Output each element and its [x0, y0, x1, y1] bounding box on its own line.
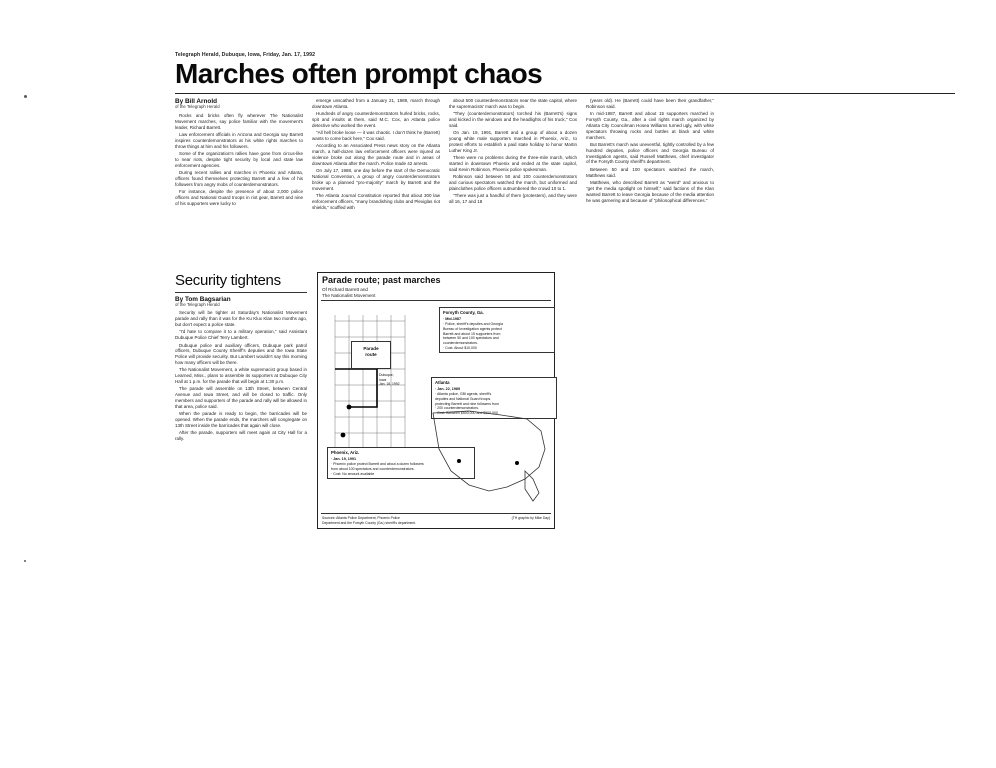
callout-title: Phoenix, Ariz. [331, 450, 360, 456]
secondary-article [175, 272, 307, 444]
paragraph: Security will be tighter at Saturday's Nationalist Movement parade and rally than it was for the Ku Klux Klan two months ago, but don't expect a police state. [175, 310, 307, 327]
paragraph: about 500 counterdemonstrators near the state capitol, where the supremacists' march was to begin. [449, 98, 577, 109]
callout-line: protecting Barrett and nine followers from [435, 401, 500, 406]
us-map-outline [429, 405, 553, 509]
callout-line: · Police, sheriff's deputies and Georgia [443, 322, 503, 327]
publication-slug: Telegraph Herald, Dubuque, Iowa, Friday, Jan. 17, 1992 [175, 52, 316, 58]
callout-date: · Jan. 22, 1989 [435, 387, 461, 392]
article-lower [175, 272, 955, 529]
article-columns [175, 98, 955, 212]
paragraph: Hundreds of angry counterdemonstrators hurled bricks, rocks, spit and insults at them, said M.C. Cox, an Atlanta police detective who worked the event. [312, 111, 440, 128]
byline-credit: of the Telegraph Herald [175, 104, 220, 110]
paragraph: During recent rallies and marches in Phoenix and Atlanta, officers found themselves protecting Barrett and a few of his followers from angry mobs of counterdemonstrators. [175, 170, 303, 188]
secondary-body [175, 310, 307, 442]
paragraph: According to an Associated Press news story on the Atlanta march, a half-dozen law enforcement officers were injured as violence broke out along the parade route and in areas of downtown Atlanta after the march. Police made 42 arrests. [312, 143, 440, 166]
callout-date: · Jan. 19, 1991 [331, 457, 357, 462]
paragraph: Rocks and bricks often fly wherever The Nationalist Movement marches, say police familiar with the movement's leader, Richard Barrett. [175, 113, 303, 130]
byline-block [175, 98, 303, 110]
paragraph: But Barrett's march was uneventful, tightly controlled by a few hundred deputies, police officers and Georgia Bureau of Investigation agents, said Russell Matthews, chief investigator of the Forsyth County sheriff's department. [586, 141, 714, 165]
scan-artifact-dot [24, 95, 27, 98]
parade-route-label: Parade route [351, 341, 391, 369]
secondary-rule [175, 292, 307, 293]
callout-line: deputies and National Guard troops [435, 396, 491, 401]
paragraph: Law enforcement officials in Arizona and Georgia say Barrett inspires counterdemonstrators at his white rights marches to throw things at him and his followers. [175, 132, 303, 150]
callout-line: Bureau of Investigation agents protect [443, 326, 502, 331]
paragraph: The Atlanta Journal Constitution reported that about 300 law enforcement officers, "many brandishing clubs and Plexiglas riot shields," scuffled with [312, 193, 440, 210]
infographic-source: Sources: Atlanta Police Department, Phoenix Police Department and the Forsyth County (Ga.) sheriff's department. [322, 516, 417, 525]
scan-artifact-dot [24, 560, 26, 562]
paragraph: "All hell broke loose — it was chaotic. I don't think he (Barrett) wants to come back here," Cox said. [312, 130, 440, 142]
paragraph: Some of the organization's rallies have gone from circus-like to near riots, despite tight security by local and state law enforcement agencies. [175, 151, 303, 169]
callout-line: · Cost: About $10,000 [443, 345, 477, 350]
paragraph: Matthews, who described Barrett as "weird" and anxious to "get the media spotlight on himself," said factions of the Klan wanted Barrett to leave Georgia because of the media attention he was garnering and because of "philosophical differences." [586, 179, 714, 203]
callout-title: Atlanta [435, 380, 450, 386]
callout-line: · Atlanta police, GBI agents, sheriff's [435, 392, 492, 397]
page-title: Marches often prompt chaos [175, 58, 543, 89]
paragraph: When the parade is ready to begin, the barricades will be opened. When the parade ends, the marchers will congregate on 13th Street inside the barricades that again will close. [175, 411, 307, 428]
callout-line: between 50 and 100 spectators and [443, 336, 499, 341]
article-column-3 [449, 98, 577, 206]
callout-forsyth [439, 307, 555, 353]
callout-line: counterdemonstrators. [443, 341, 479, 346]
paragraph: "They (counterdemonstrators) torched his (Barrett's) signs and kicked in the windows and the headlights of his truck," Cox said. [449, 111, 577, 128]
paragraph: (years old). He (Barrett) could have been their grandfather," Robinson said. [586, 98, 714, 109]
headline-rule [175, 93, 955, 94]
infographic-footer [321, 513, 551, 528]
infographic-credit: (TH graphic by Mike Day) [511, 516, 550, 521]
callout-line: · 200 counterdemonstrators. [435, 406, 479, 411]
map-city-label: Dubuque, Iowa Jan. 18, 1992 [379, 373, 400, 387]
paragraph: The parade will assemble on 13th Street, between Central Avenue and Iowa Street, and will be closed to traffic. Only members and supporters of the parade and rally will be allowed in that area, police said. [175, 386, 307, 409]
secondary-title: Security tightens [175, 272, 281, 289]
paragraph: "There was just a handful of them (protesters), and they were all 16, 17 and 18 [449, 193, 577, 204]
byline: By Bill Arnold [175, 98, 218, 105]
callout-line: from about 100 spectators and counterdemonstrators. [331, 466, 415, 471]
article-column-1 [175, 98, 303, 208]
infographic-subtitle: Of Richard Barrett and The Nationalist Movement [322, 286, 376, 298]
paragraph: Between 50 and 100 spectators watched the march, Matthews said. [586, 166, 714, 178]
callout-line: · Cost: Between $500,000 and $900,000 [435, 411, 498, 416]
paragraph: On Jan. 19, 1991, Barrett and a group of about a dozen young white male supporters marched in Phoenix, Ariz., to protest efforts to establish a paid state holiday to honor Martin Luther King Jr. [449, 130, 577, 153]
paragraph: The Nationalist Movement, a white supremacist group based in Learned, Miss., plans to assemble its supporters at Dubuque City Hall at 1 p.m. for the parade that will begin at 1:30 p.m. [175, 367, 307, 385]
secondary-byline: By Tom Bagsarian [175, 296, 231, 303]
callout-line: · Cost: No amount available [331, 471, 375, 476]
paragraph: Robinson said between 50 and 100 counterdemonstrators and curious spectators watched the march, but uniformed and plainclothes police officers outnumbered the crowd 10 to 1. [449, 174, 577, 191]
paragraph: emerge unscathed from a January 21, 1989, march through downtown Atlanta. [312, 98, 440, 109]
article-top [175, 52, 955, 212]
paragraph: For instance, despite the presence of about 2,000 police officers and National Guard troops in riot gear, Barrett and nine of his supporters were lucky to [175, 189, 303, 207]
paragraph: On July 17, 1988, one day before the start of the Democratic National Convention, a group of angry counterdemonstrators broke up a planned "pro-majority" march by Barrett and the movement. [312, 168, 440, 191]
callout-line: Barrett and about 15 supporters from [443, 331, 501, 336]
callout-line: · Phoenix police protect Barrett and about a dozen followers [331, 462, 424, 467]
article-column-4 [586, 98, 714, 205]
paragraph: There were no problems during the three-mile march, which started in downtown Phoenix and ended at the state capitol, said Kevin Robinson, Phoenix police spokesman. [449, 155, 577, 172]
infographic [317, 272, 555, 529]
infographic-canvas [321, 300, 551, 513]
article-column-2 [312, 98, 440, 212]
callout-title: Forsyth County, Ga. [443, 310, 484, 316]
paragraph: In mid-1987, Barrett and about 15 supporters marched in Forsyth County, Ga., after a civil rights march organized by Atlanta City Councilman Hosea Williams turned ugly, with white spectators throwing rocks and bottles at black and white marchers. [586, 111, 714, 140]
paragraph: After the parade, supporters will meet again at City Hall for a rally. [175, 430, 307, 442]
paragraph: Dubuque police and auxiliary officers, Dubuque park patrol officers, Dubuque County Sheriff's deputies and the Iowa State Police will provide security. But Lambert wouldn't say this morning how many officers will be there. [175, 342, 307, 366]
paragraph: "I'd hate to compare it to a military operation," said Assistant Dubuque Police Chief Terry Lambert. [175, 329, 307, 341]
infographic-title: Parade route; past marches [322, 275, 441, 285]
callout-date: · Mid-1987 [443, 317, 462, 322]
secondary-byline-credit: of the Telegraph Herald [175, 302, 220, 308]
